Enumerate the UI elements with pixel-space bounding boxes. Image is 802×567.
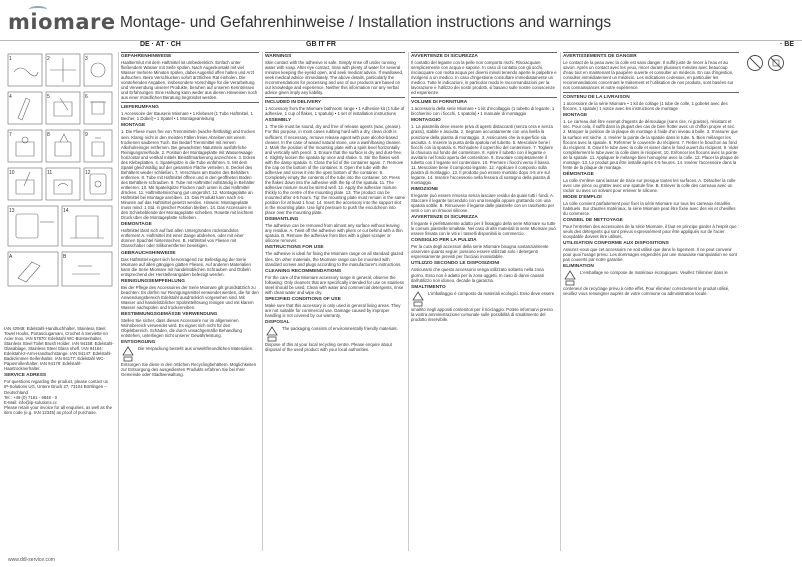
it-warnings-heading: AVVERTENZE DI SICUREZZA <box>411 54 478 59</box>
de-dismantling-heading: DEMONTAGE <box>121 222 152 228</box>
it-warning-box <box>411 52 557 98</box>
en-disposal-body: The packaging consists of environmentally friendly materials. Dispose of this at your local recycling centre. Please enquire about disposal of the used product with your local authorities. <box>265 325 398 352</box>
en-delivery-heading: INCLUDED IN DELIVERY <box>265 100 322 106</box>
en-assembly-text: 1. The tile must be sound, dry and free of release agents (wax, grease). For this purpose, in most cases rubbing hard with a dry, clean cloth is sufficient. If necessary, remove release agent with pure alcohol-based cleaner. In the case of waxed natural stone, use a wash/basing cleaner. 2. Mark the position of the mounting plate with a spirit level horizontally and vertically with pencil. 3. Ensure that the surface is dry and dust-free. 4. Slightly loosen the spatula tip once and shake. 5. Stir the flakes well with the damp spatula. 6. Close the lid of the container again. 7. Remove the cap on the bottom of the container. 8. Open the tube with the adhesive and screw it into the open bottom of the container. 9. Completely empty the contents of the tube into the container. 10. Press the flakes down into the adhesive with the tip of the spatula. 11. The adhesive mixture must be stirred well. 12. Apply the adhesive mixture thickly to the centre of the mounting plate. 13. The product can be mounted after 4-5 hours. Tip: the mounting plate must remain in the same position for at least 1 hour. 14. Insert the accessory into the support slot in the mounting plate. Use light pressure to push the escutcheon into place over the mounting plate. <box>265 124 405 216</box>
en-cleaning-text: For the care of the Miomare accessory range in general, observe the following: Only cleaners that are specifically intended for use on stainless steel should be used. Clean with water and commercial detergents, rinse with clean water and wipe dry. <box>265 274 405 295</box>
assembly-diagram <box>0 52 114 322</box>
de-warnings-heading: GEFAHRENHINWEISE <box>121 54 172 59</box>
step-4-illustration <box>8 92 42 124</box>
fr-dismantling-text: La colle s'enlève sans laisser de trace sur presque toutes les surfaces. A. Détacher la colle avec une pince ou gratter avec une spatule fine. B. Enlever la colle des carreaux avec un racloir ou avec un solvant pour enlever le silicone. <box>563 177 736 193</box>
step-3-illustration <box>84 54 112 86</box>
fr-dismantling-heading: DÉMONTAGE <box>563 171 594 177</box>
service-url: www.ddl-service.com <box>8 557 55 563</box>
fr-assembly-heading: MONTAGE <box>563 113 588 119</box>
it-use-heading: AVVERTENZE DI SICUREZZA <box>411 215 478 221</box>
fr-delivery-heading: CONTENU DE LA LIVRAISON <box>563 95 630 101</box>
column-en <box>265 52 405 567</box>
svg-text:5: 5 <box>47 94 50 100</box>
svg-text:7: 7 <box>9 132 12 138</box>
de-assembly-text: 1. Die Fliese muss frei von Trennmitteln (wachs-/fetthaltig) und trocken sein. Klarsg nicht in den meisten Fällen freies Abreiben mit einem trockenen sauberen Tuch. Bei Bedarf Trennmittel mit reinem Alkoholreiniger entfernen. Bei gewachsten Naturstein ausführliche Reinigungsmethode. 2. Position der Montageplatte mit Wasserwaage horizontal und vertikal mittels Bleistiftmarkierung anzeichnen. 3. Ecken des Klebeplatten. 4. Spatelspitze in die Tube einführen. 5. Mit dem Spatel gleichmäßig auf der gesamten Fläche verteilen. 6. Deckel des Behälters wieder schließen. 7. Verschluss am Boden des Behälters entfernen. 8. Tube mit Haftmittel öffnen und in den geöffneten Boden des Behälters schrauben. 9. Tube mit Haftmittel vollständig in Behälter entleeren. 10. Mit Spatelspitze Flocken nach unten in das Haftmittel drücken. 11. Haftmittelmischung gut umgerührt. 12. Montageplatte an Haftmittel bei Montage anreiben. 13. Das Produkt kann nach 4-5 Minuten auf das Haftmittel gesetzt werden. Hinweis: Montageplatte muss mind. 1 Std. in gleicher Position bleiben. 14. Das Accessoire in den Schiebeblende der Montageplatte schieben. Rosette mit leichtem Druck über die Montageplatte schieben. <box>121 129 256 221</box>
de-warnings-text: Haaltiermlut mit dem Haftmittel ist umbedenklich. Einfach unter fließendem Wasser mit Seife spülen. Nach Augenkontakt mit viel Wasser mehrere Minuten spülen, dabei Augenlid offen halten und Arzt aufsuchen. Beim Verschlucken sofort ärztlichen Rat einholen. Die vorstehenden Angaben, insbesondere Vorschläge für die Verarbeitung und Verwendung unserer Produkte, beruhen auf unseren Kenntnissen und Erfahrungen. Eine Haftung kann weder aus diesen Hinweisen noch aus einer mündlichen Beratung begründet werden. <box>121 60 258 101</box>
en-warnings-text: Skin contact with the adhesive is safe. Simply rinse off under running water with soap. After eye contact, rinse with plenty of water for several minutes keeping the eyelid open, and seek medical advice. If swallowed, seek medical advice immediately. The above details, particularly the recommendations for processing and use of our products are based on our knowledge and experience. Neither this information nor any verbal advice given imply any liability. <box>265 60 404 96</box>
svg-text:2: 2 <box>47 56 50 62</box>
fr-cleaning-text: Pour l'entretien des accessoires de la série Miomare, il faut en principe garder à l'esprit que : seuls des détergents qui sont prévus expressément pour être appliqués sur de l'acier inoxydable doivent être utilisés. <box>563 224 739 240</box>
svg-text:4: 4 <box>9 94 12 100</box>
en-dismantling-text: The adhesive can be removed from almost any surface without leaving any residue. A. Twist off the adhesive with pliers or cut behind with a thin spatula. B. Remove the adhesive from tiles with a glass scraper or silicone remover. <box>265 223 403 244</box>
page-header <box>0 0 802 40</box>
it-conditions-text: Assicurarsi che questo accessorio venga utilizzato soltanto nella zona giorno. Esso non è adatto per la zona oggetti. In caso di danni causati dall'utilizzo non idoneo, decade la garanzia. <box>411 267 544 283</box>
de-use-text: Das Haftmittel eignet sich hervorragend zur Befestigung der Serie Miomare auf allen gängigen glatten Fliesen. Auf anderen Materialien kann die Serie Miomare mit handelsüblichen Schrauben und Dübeln entsprechend der Herstellerangaben befestigt werden. <box>121 256 251 277</box>
de-disposal-text <box>121 346 259 377</box>
page-title <box>120 14 611 32</box>
fr-cleaning-heading: CONSEIL DE NETTOYAGE <box>563 218 623 224</box>
de-delivery-text: 1 Accessoire der Bauserie Miomare • 1 Klebeset (1 Tube Haftmittel, 1 Becher, 1 Dübel) • 1 Spatel • 1 Montageanleitung <box>121 111 253 122</box>
title-separator: / <box>344 14 358 31</box>
de-assembly-heading: MONTAGE <box>121 123 146 129</box>
en-warnings-heading: WARNINGS <box>265 54 292 59</box>
fr-disposal-body: L'emballage se compose de matériaux écologiques. Veuillez l'éliminer dans le conteneur de recyclage prévu à cette effet. Pour éliminer correctement le produit utilisé, veuillez vous renseigner auprès de votre commune ou administration locale. <box>563 270 730 297</box>
fr-disposal-text <box>563 270 739 296</box>
fr-warnings-text: Le contact de la peau avec la colle est sans danger. Il suffit juste de rincer à l'eau et au savon. Après un contact avec les yeux, rincer durant plusieurs minutes avec beaucoup d'eau tout en maintenant la paupière ouverte et consulter un médecin. En cas d'ingestion, consulter immédiatement un médecin. Les indications ci-dessus, en particulier les recommandations concernant le traitement et l'utilisation de nos produits, sont basées sur nos connaissances et notre expérience. <box>563 60 734 91</box>
en-assembly-heading: ASSEMBLY <box>265 118 292 124</box>
fr-conditions-text: Assurez-vous que cet accessoire ne soit utilisé que dans le logement. Il ne peut convenir pour quoi l'usage prévu. Les dommages engendrés par une mauvaise manipulation ne sont pas couverts par notre garantie. <box>563 247 738 263</box>
fr-delivery-text: 1 accessoire de la série Miomare • 1 kit de collage (1 tube de colle, 1 gobelet avec des flocons, 1 spatule) 1 notice avec les instructions de montage <box>563 101 728 112</box>
it-disposal-body: L'imballaggio è composto da materiali ecologici. Esso deve essere smaltito negli appositi contenitori per il riciclaggio. Potete informarvi presso la vostra amministrazione comunale sulle possibilità di smaltimento del prodotto inservibile. <box>411 290 555 322</box>
step-14-illustration <box>62 206 112 246</box>
lang-bar-de: DE · AT · CH <box>140 41 181 48</box>
it-use-text: Il legante è perfettamente adatto per il fissaggio della serie Miomare su tutte le comuni piastrelle smaltate. Nel caso di altri materiali la serie Miomare può essere fissata con le viti e i tasselli disponibili in commercio. <box>411 221 556 237</box>
title-de: Montage- und Gefahrenhinweise <box>120 14 345 31</box>
it-dismantling-heading: RIMOZIONE <box>411 186 439 192</box>
svg-text:1: 1 <box>9 56 12 62</box>
dismantle-b-illustration <box>62 252 112 286</box>
de-use-heading: GEBRAUCHSHINWEISE <box>121 250 176 256</box>
it-assembly-heading: MONTAGGIO <box>411 118 441 124</box>
fr-use-heading: MODE D'EMPLOI <box>563 194 602 200</box>
service-tel: Tel.: +49 (0) 7161 - 9848 - 0 <box>4 394 58 400</box>
svg-text:13: 13 <box>9 208 15 214</box>
lang-bar-mid: GB IT FR <box>306 41 336 48</box>
column-de <box>121 52 259 567</box>
logo-swoosh-icon <box>29 6 47 13</box>
svg-text:12: 12 <box>85 170 91 176</box>
fr-body <box>563 95 739 296</box>
lang-bar-be: · BE <box>780 41 794 48</box>
svg-text:10: 10 <box>9 170 15 176</box>
fr-use-text: La colle convient parfaitement pour fixer la série Miomare sur tous les carreaux émaillés habituels. Sur d'autres matériaux, la série Miomare peut être fixée avec des vis et chevilles du commerce. <box>563 200 736 217</box>
de-conditions-text: Stellen Sie sicher, dass dieses Accessoire nur im allgemeinen Wohnbereich verwendet wird. Es eignet sich nicht für den Objektbereich. Schäden, die durch unsachgemäße Behandlung entstehen, unterliegen nicht unserer Gewährleistung. <box>121 317 242 339</box>
en-conditions-text: Make sure that this accessory is only used in general living areas. They are not suitable for commercial use. Damage caused by improper handling is not covered by our warranty. <box>265 302 401 318</box>
service-email: E-Mail: info@ip-solutions.cc <box>4 399 58 405</box>
column-divider <box>408 52 409 551</box>
svg-text:14: 14 <box>63 208 69 214</box>
assembly-illustrations <box>0 52 114 322</box>
de-cleaning-text: Bei der Pflege des Accessoires der Serie Miomare gilt grundsätzlich zu beachten: Es dürfen nur Reinigungsmittel verwendet werden, die für den Anwendungsbereich Edelstahl ausdrücklich vorgesehen sind. Mit Wasser und handelsüblicher Spülmittellösung reinigen und mit klarem Wasser nachspülen und trockenreiben. <box>121 284 259 310</box>
recycle-icon <box>121 346 135 362</box>
no-drill-icon <box>746 54 792 72</box>
fr-warnings-heading: AVERTISSEMENTS DE DANGER <box>563 54 637 59</box>
fr-warning-box <box>563 52 739 93</box>
it-delivery-text: 1 accessorio della serie Miomare • 1 kit d'incollaggio (1 tubetto di legante, 1 bicchierino con i fiocchi, 1 spatola) • 1 manuale di montaggio <box>411 106 555 117</box>
de-disposal-heading: ENTSORGUNG <box>121 340 156 346</box>
svg-text:9: 9 <box>85 132 88 138</box>
column-it <box>411 52 557 567</box>
de-warning-box <box>121 52 259 103</box>
service-note: Please retain your invoice for all enquiries, as well as the item code (e.g. IAN 12345) as proof of purchase. <box>4 404 112 415</box>
svg-text:3: 3 <box>85 56 88 62</box>
it-assembly-text: 1. La piastrella deve essere priva di agenti distaccanti (senza cera e senza grassi), stabile e asciutta. 2. Segnare accuratamente con una livella la posizione della piastra di montaggio. 3. Assicurarsi che la superficie sia asciutta. 4. Inserire la punta della spatola nel tubetto. 5. Mescolare bene i fiocchi con la spatola. 6. Richiudere il coperchio del contenitore. 7. Togliere la chiusura sul fondo del contenitore. 8. Aprire il tubetto con il legante e avvitarlo nel fondo aperto del contenitore. 9. Svuotare completamente il tubetto con il legante nel contenitore. 10. Premere i fiocchi verso il basso. 11. Mescolare bene il composto legante. 12. Applicare il composto sulla piastra di montaggio. 13. Il prodotto può essere montato dopo 4-5 ore sul legante. 14. Inserire l'accessorio nella fessura di sostegno della piastra di montaggio. <box>411 124 554 185</box>
step-7-illustration <box>8 130 42 162</box>
en-delivery-text: 1 Accessory from the Miomare bathroom range • 1 Adhesive kit (1 tube of adhesive, 1 cup of flakes, 1 spatula) • 1 set of installation instructions <box>265 106 405 117</box>
hazard-icons <box>746 54 792 77</box>
step-1-illustration <box>8 54 42 86</box>
step-9-illustration <box>84 130 112 162</box>
recycle-icon <box>265 326 279 342</box>
column-fr <box>563 52 797 567</box>
en-disposal-text <box>265 326 405 352</box>
it-disposal-heading: SMALTIMENTO <box>411 284 446 290</box>
column-divider <box>262 52 263 551</box>
svg-text:A: A <box>9 254 13 260</box>
en-disposal-heading: DISPOSAL <box>265 319 290 325</box>
it-cleaning-text: Per la cura degli accessori della serie Miomare bisogna sostanzialmente osservare quanto segue: possono essere utilizzati solo i detergenti espressamente previsti per l'acciaio inossidabile. <box>411 244 549 260</box>
title-en: Installation instructions and warnings <box>357 14 612 31</box>
wipe-hand-icon <box>14 68 38 76</box>
fr-assembly-text: 1. Le carreau doit être exempt d'agents de démoulage (sans cire, ni graisse), résistant et sec. Pour cela, il suffit dans la plupart des cas de bien frotter avec un chiffon propre et sec. 2. Marquer la position de la plaque de montage à l'aide d'un niveau à bulle. 3. S'assurer que la surface est sèche. 4. Insérer la pointe de la spatule dans le tube. 5. Bien mélanger les flocons avec la spatule. 6. Refermer le couvercle du récipient. 7. Retirer le bouchon au fond du récipient. 8. Ouvrir le tube avec la colle et visser dans le fond ouvert du récipient. 9. Vider complètement le tube avec la colle dans le récipient. 10. Enfoncer les flocons avec la pointe de la spatule. 11. Appliquer le mélange bien homogène avec la colle. 12. Placer la plaque de montage. 13. Le produit peut être installé après 4-5 heures. 14. Insérer l'accessoire dans la fente de la plaque de montage. <box>563 119 739 170</box>
en-dismantling-heading: DISMANTLING <box>265 217 299 223</box>
fr-disposal-heading: ELIMINATION <box>563 264 594 270</box>
ian-list: IAN 42949: Edelstahl-Handtuchhalter, Stainless Steel Towel Hooks, Portasciugamani, Crochet à Serviette en Acier Inox. IAN 57870: Edelstahl WC-Bürstenhalter, Stainless Steel Toilet Brush Holder. IAN 94158: Edelstahl-Glasablage, Stainless Steel Glass shelf. IAN 94164: Edelstahl-2-Arm-Handtuchstange. IAN 94147: Edelstahl-Badezimmer-Seifenhalter. IAN 94177: Edelstahl WC-Papierrollenhalter. IAN 94179: Edelstahl-Haartrocknerhalter. <box>4 326 114 372</box>
svg-text:8: 8 <box>47 132 50 138</box>
fr-conditions-heading: UTILISATION CONFORME AUX DISPOSITIONS <box>563 241 669 247</box>
de-cleaning-heading: REINIGUNGSEMPFEHLUNG <box>121 278 185 284</box>
service-heading: SERVICE ADRESS <box>4 373 47 379</box>
step-6-illustration <box>84 92 112 124</box>
step-5-illustration <box>46 92 80 124</box>
it-conditions-heading: UTILIZZO SECONDO LE DISPOSIZIONI <box>411 261 500 267</box>
recycle-icon <box>411 291 425 307</box>
svg-text:6: 6 <box>85 94 88 100</box>
de-disposal-body: Die Verpackung besteht aus umweltfreundlichen Materialien. Entsorgen Sie diese in den örtlichen Recyclingbehältern. Möglichkeiten zur Entsorgung des ausgedienten Produkts erfahren Sie bei Ihrer Gemeinde oder Stadtverwaltung. <box>121 346 257 378</box>
column-divider <box>118 52 119 551</box>
en-cleaning-heading: CLEANING RECOMMENDATIONS <box>265 268 342 274</box>
de-conditions-heading: BESTIMMUNGSGEMÄSSE VERWENDUNG <box>121 311 218 317</box>
brand-logo: miomare <box>8 10 116 34</box>
de-dismantling-text: Haftmittel lässt sich auf fast allen Untergründen rückstandslos entfernen! A. Haftmittel mit einer Zange abdrehen, oder mit einer dünnen Spachtel hinterstechen. B. Haftmittel von Fliesen mit Glasschaber oder Silikonentferner beseitigen. <box>121 228 244 249</box>
recycle-icon <box>563 270 577 286</box>
step-8-illustration <box>46 130 80 162</box>
it-delivery-heading: VOLUME DI FORNITURA <box>411 100 468 106</box>
it-disposal-text <box>411 291 557 322</box>
service-text: For questions regarding the product, please contact us <box>4 379 108 385</box>
en-conditions-heading: SPECIFIED CONDITIONS OF USE <box>265 296 341 302</box>
en-use-heading: INSTRUCTIONS FOR USE <box>265 245 324 251</box>
dismantle-a-illustration <box>8 252 58 286</box>
de-delivery-heading: LIEFERUMFANG <box>121 105 159 111</box>
it-warnings-text: Il contatto del legante con la pelle non comporta rischi. Risciacquare semplicemente con acqua e sapone. In caso di contatto con gli occhi, risciacquare con molta acqua per diversi minuti tenendo aperte le palpebre e rivolgersi a un medico. In caso d'ingestione consultare immediatamente un medico. Tutte le indicazioni, in particolar modo le raccomandazioni per la lavorazione e l'utilizzo dei nostri prodotti, si basano sulle nostre conoscenze ed esperienze. <box>411 60 557 96</box>
it-cleaning-heading: CONSIGLIO PER LA PULIZIA <box>411 238 477 244</box>
it-dismantling-text: Il legante può essere rimosso senza lasciare residui da quasi tutti i fondi. A. Staccare il legante torcendolo con una tenaglia oppure grattando con una spatola sottile. B. Rimuovere il legante dalle piastrelle con un raschietto per vetri o con un rimuovi silicone. <box>411 192 555 214</box>
step-13-illustration <box>8 206 58 246</box>
svg-text:11: 11 <box>47 170 53 176</box>
column-items <box>4 326 116 567</box>
en-use-text: The adhesive is ideal for fixing the Miomare range on all standard glazed tiles. On other materials, the Miomare range can be mounted with standard screws and plugs according to the manufacturer's instructions. <box>265 251 404 267</box>
en-warning-box <box>265 52 405 98</box>
column-divider <box>560 52 561 551</box>
header-divider <box>0 40 802 41</box>
svg-text:B: B <box>63 254 67 260</box>
service-address: IP-Solutions UG, Untere Bruck 27, 73104 Börtlingen – Deutschland <box>4 384 107 395</box>
